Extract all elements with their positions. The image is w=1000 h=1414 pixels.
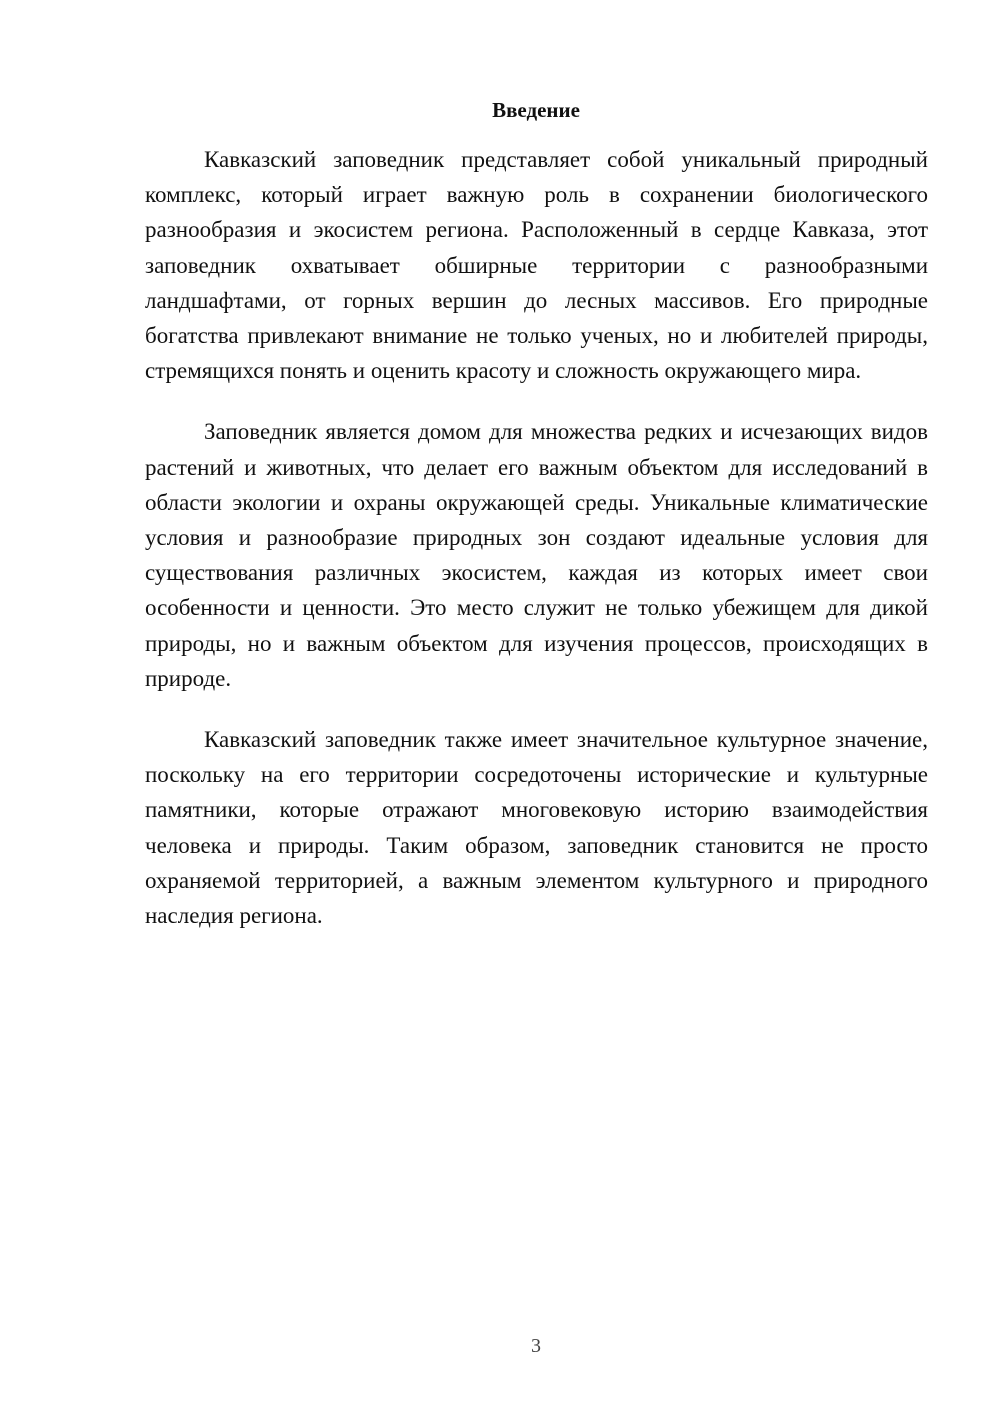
paragraph-2: Заповедник является домом для множества редких и исчезающих видов растений и животных, что делает его важным объектом для исследований в области экологии и охраны окружающей среды. Уникальные климатические условия и разнообразие природных зон создают идеальные условия для существования различных экосистем, каждая из которых имеет свои особенности и ценности. Это место служит не только убежищем для дикой природы, но и важным объектом для изучения процессов, происходящих в природе.: [145, 419, 928, 691]
paragraph-3: Кавказский заповедник также имеет значительное культурное значение, поскольку на его территории сосредоточены исторические и культурные памятники, которые отражают многовековую историю взаимодействия человека и природы. Таким образом, заповедник становится не просто охраняемой территорией, а важным элементом культурного и природного наследия региона.: [145, 727, 928, 929]
section-heading: Введение: [492, 98, 580, 122]
paragraph-1: Кавказский заповедник представляет собой уникальный природный комплекс, который играет важную роль в сохранении биологического разнообразия и экосистем региона. Расположенный в сердце Кавказа, этот заповедник охватывает обширные территории с разнообразными ландшафтами, от горных вершин до лесных массивов. Его природные богатства привлекают внимание не только ученых, но и любителей природы, стремящихся понять и оценить красоту и сложность окружающего мира.: [145, 147, 928, 384]
page-number: 3: [531, 1335, 541, 1357]
body-text: [145, 142, 928, 959]
